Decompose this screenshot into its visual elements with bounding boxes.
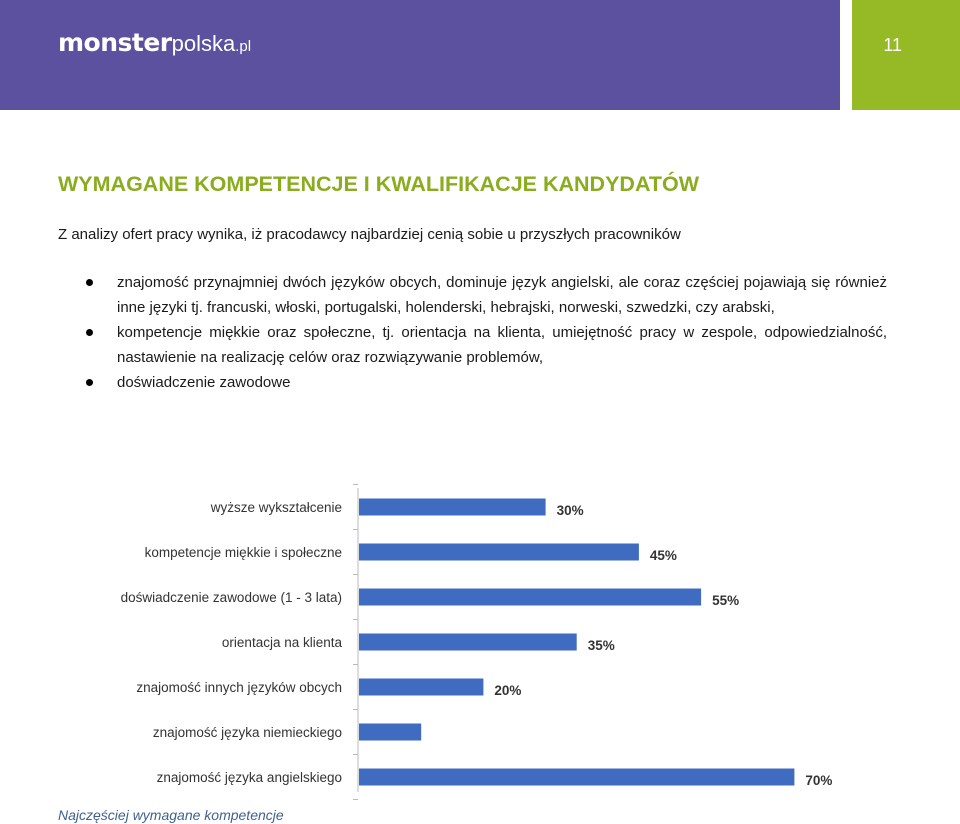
bar — [359, 724, 421, 741]
bullet-icon — [86, 279, 93, 286]
bullet-item: doświadczenie zawodowe — [85, 370, 887, 395]
category-label: kompetencje miękkie i społeczne — [144, 545, 342, 560]
data-label: 30% — [556, 503, 584, 518]
intro-text: Z analizy ofert pracy wynika, iż pracodawcy najbardziej cenią sobie u przyszłych pracowników — [58, 226, 681, 243]
bullet-icon — [86, 329, 93, 336]
monster-logo: monsterpolska.pl — [58, 28, 252, 57]
bar — [359, 544, 639, 561]
data-label: 45% — [649, 548, 677, 563]
page-title: WYMAGANE KOMPETENCJE I KWALIFIKACJE KANDYDATÓW — [58, 172, 700, 196]
bar — [359, 769, 794, 786]
bullet-icon — [86, 379, 93, 386]
category-label: orientacja na klienta — [221, 635, 342, 650]
category-label: znajomość języka angielskiego — [156, 770, 342, 785]
category-label: wyższe wykształcenie — [210, 500, 342, 515]
bar — [359, 589, 701, 606]
category-label: doświadczenie zawodowe (1 - 3 lata) — [120, 590, 342, 605]
bar — [359, 499, 546, 516]
bullet-item: kompetencje miękkie oraz społeczne, tj. orientacja na klienta, umiejętność pracy w zespole, odpowiedzialność, nastawienie na realizację celów oraz rozwiązywanie problemów, — [85, 320, 887, 370]
page-number-tab — [852, 0, 960, 110]
data-label: 70% — [805, 773, 833, 788]
bar — [359, 679, 483, 696]
category-label: znajomość innych języków obcych — [136, 680, 342, 695]
bar — [359, 634, 577, 651]
category-label: znajomość języka niemieckiego — [152, 725, 342, 740]
header-banner — [0, 0, 840, 110]
bullet-list — [85, 270, 887, 395]
competencies-bar-chart — [0, 480, 960, 800]
bullet-item: znajomość przynajmniej dwóch języków obcych, dominuje język angielski, ale coraz częściej pojawiają się również inne języki tj. francuski, włoski, portugalski, holenderski, hebrajski, norweski, szwedzki, czy arabski, — [85, 270, 887, 320]
data-label: 35% — [587, 638, 615, 653]
page-number: 11 — [883, 35, 902, 55]
data-label: 20% — [494, 683, 522, 698]
figure-caption: Najczęściej wymagane kompetencje — [58, 807, 284, 823]
data-label: 55% — [712, 593, 740, 608]
